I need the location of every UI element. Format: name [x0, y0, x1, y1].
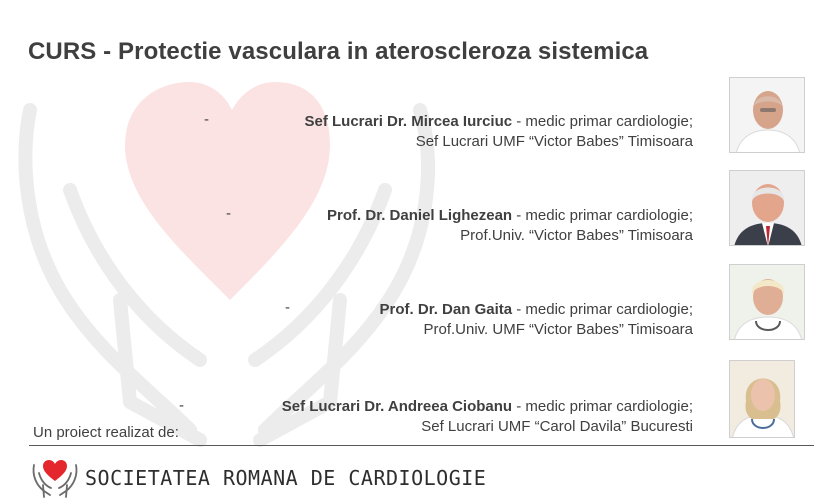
organization-name: SOCIETATEA ROMANA DE CARDIOLOGIE [85, 466, 487, 490]
speaker-entry [327, 206, 693, 246]
page-title: CURS - Protectie vasculara in ateroscleroza sistemica [28, 38, 649, 65]
watermark-heart [125, 82, 330, 300]
heart-in-hands-icon [30, 455, 80, 499]
speaker-entry [380, 300, 693, 340]
speaker-line [327, 206, 693, 226]
footer-divider [29, 445, 814, 446]
bullet-dash: - [204, 111, 209, 128]
speaker-photo [729, 264, 805, 340]
speaker-role: - medic primar cardiologie; [512, 113, 693, 130]
bullet-dash: - [285, 299, 290, 316]
speaker-entry [305, 112, 694, 152]
speaker-role: - medic primar cardiologie; [512, 207, 693, 224]
speaker-line [380, 300, 693, 320]
speaker-role: - medic primar cardiologie; [512, 301, 693, 318]
speaker-name: Prof. Dr. Dan Gaita [379, 301, 513, 318]
speaker-line [305, 112, 694, 132]
speaker-affiliation: Prof.Univ. UMF “Victor Babes” Timisoara [423, 321, 693, 338]
bullet-dash: - [179, 397, 184, 414]
speaker-affiliation: Sef Lucrari UMF “Carol Davila” Bucuresti [421, 418, 693, 435]
speaker-name: Sef Lucrari Dr. Mircea Iurciuc [304, 113, 513, 130]
speaker-affiliation: Prof.Univ. “Victor Babes” Timisoara [460, 227, 693, 244]
speaker-photo [729, 77, 805, 153]
speaker-line [282, 397, 693, 417]
speaker-name: Sef Lucrari Dr. Andreea Ciobanu [281, 398, 513, 415]
speaker-photo [729, 360, 795, 438]
speaker-photo [729, 170, 805, 246]
speaker-affiliation: Sef Lucrari UMF “Victor Babes” Timisoara [415, 133, 693, 150]
bullet-dash: - [226, 205, 231, 222]
project-credit: Un proiect realizat de: [33, 424, 179, 441]
speaker-name: Prof. Dr. Daniel Lighezean [327, 207, 513, 224]
speaker-entry [282, 397, 693, 437]
speaker-role: - medic primar cardiologie; [512, 398, 693, 415]
